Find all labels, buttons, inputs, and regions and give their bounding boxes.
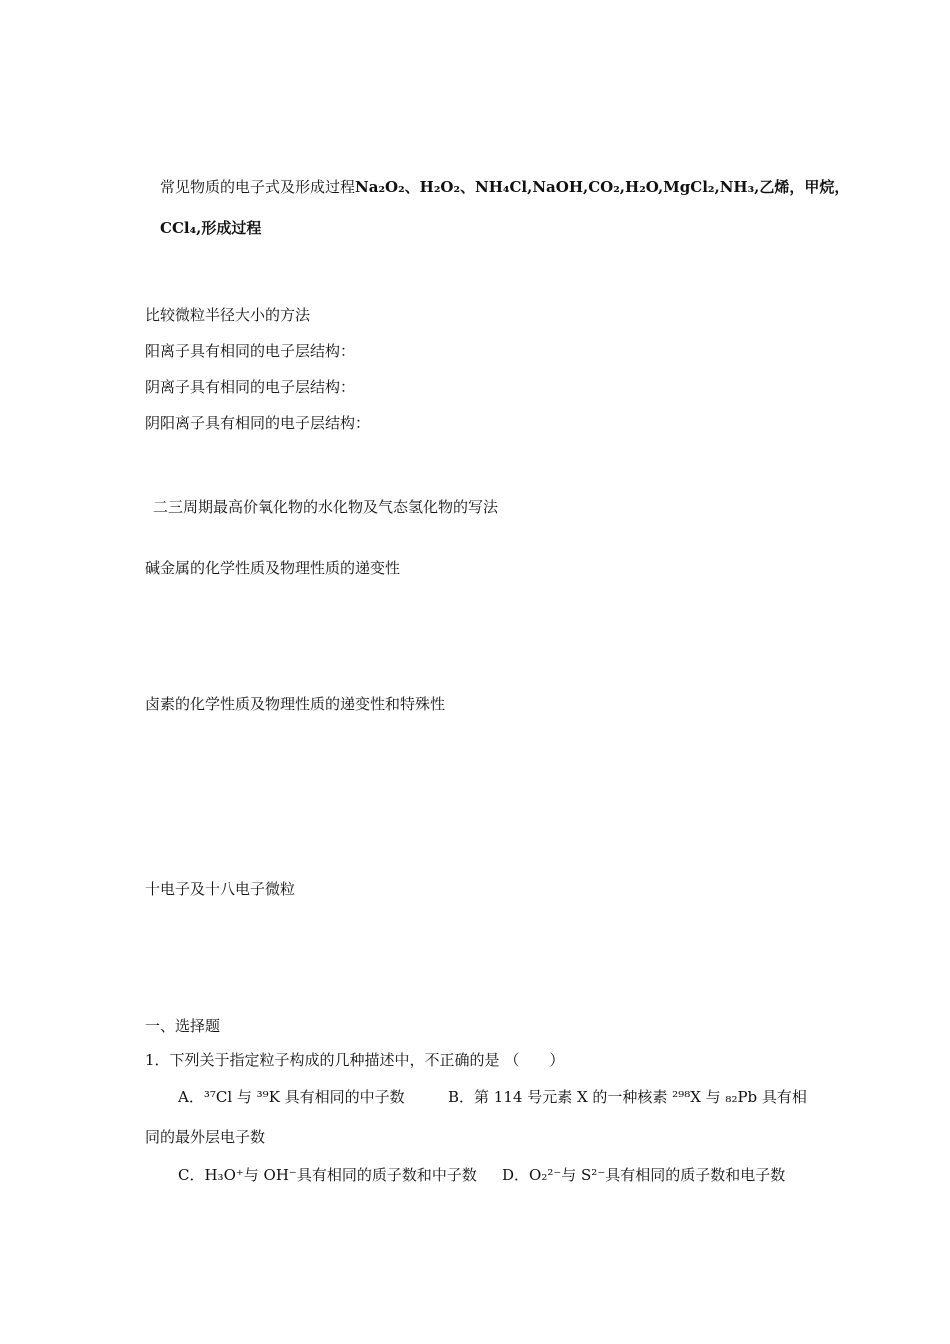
alkali-metal-heading: 碱金属的化学性质及物理性质的递变性 (145, 559, 401, 577)
ten-eighteen-electron-heading: 十电子及十八电子微粒 (145, 880, 296, 898)
radius-anion-rule: 阴离子具有相同的电子层结构： (145, 378, 356, 396)
heading-electron-formula-formulas: Na₂O₂、H₂O₂、NH₄Cl,NaOH,CO₂,H₂O,MgCl₂,NH₃,乙烯，甲烷， (355, 178, 850, 196)
radius-method-title: 比较微粒半径大小的方法 (145, 306, 311, 324)
question-1-option-b-continued: 同的最外层电子数 (145, 1128, 266, 1146)
question-1-option-c: C．H₃O⁺与 OH⁻具有相同的质子数和中子数 (178, 1166, 477, 1184)
heading-electron-formula-line2: CCl₄,形成过程 (160, 219, 262, 237)
heading-electron-formula-line1 (160, 177, 849, 197)
hydrates-heading: 二三周期最高价氧化物的水化物及气态氢化物的写法 (153, 498, 499, 516)
question-1-option-d: D．O₂²⁻与 S²⁻具有相同的质子数和电子数 (502, 1166, 786, 1184)
question-1-option-a: A．³⁷Cl 与 ³⁹K 具有相同的中子数 (178, 1088, 405, 1106)
radius-anion-cation-rule: 阴阳离子具有相同的电子层结构： (145, 414, 371, 432)
halogen-heading: 卤素的化学性质及物理性质的递变性和特殊性 (145, 695, 446, 713)
question-1-stem: 1．下列关于指定粒子构成的几种描述中，不正确的是 （ ） (145, 1051, 565, 1069)
heading-electron-formula-prefix: 常见物质的电子式及形成过程 (160, 178, 356, 196)
section-multiple-choice: 一、选择题 (145, 1017, 221, 1035)
question-1-option-b: B．第 114 号元素 X 的一种核素 ²⁹⁸X 与 ₈₂Pb 具有相 (448, 1088, 807, 1106)
radius-cation-rule: 阳离子具有相同的电子层结构： (145, 342, 356, 360)
